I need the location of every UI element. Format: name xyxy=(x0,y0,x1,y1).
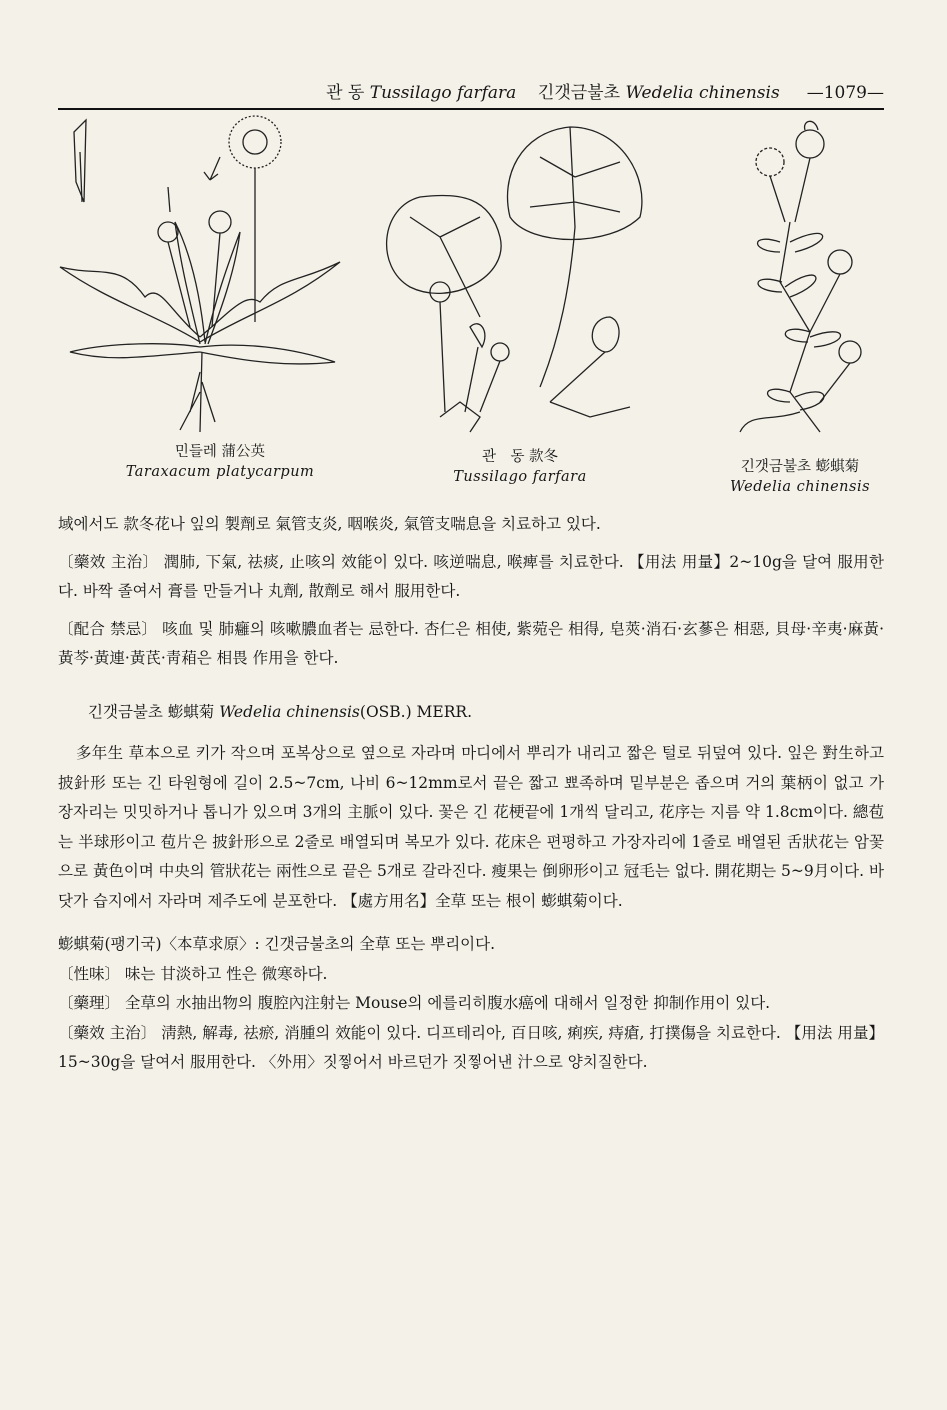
paragraph: 〔藥效 主治〕 潤肺, 下氣, 祛痰, 止咳의 效能이 있다. 咳逆喘息, 喉痺를 치료한다. 【用法 用量】2~10g을 달여 服用한다. 바짝 졸여서 膏를 만들거나 丸劑, 散劑로 해서 服用한다. xyxy=(58,552,884,600)
section-heading xyxy=(58,698,884,728)
header-korean-name-2: 긴갯금불초 xyxy=(537,83,621,103)
caption-wedelia xyxy=(710,457,890,497)
caption-dandelion xyxy=(90,442,350,482)
header-latin-name-2: Wedelia chinensis xyxy=(625,83,780,103)
paragraph: 〔配合 禁忌〕 咳血 및 肺癰의 咳嗽膿血者는 忌한다. 杏仁은 相使, 紫菀은 相得, 皂莢·消石·玄蔘은 相惡, 貝母·辛夷·麻黃·黃芩·黃連·黃芪·靑葙은 相畏 作用을 한다. xyxy=(58,619,884,667)
heading-korean: 긴갯금불초 蟛蜞菊 xyxy=(88,702,215,721)
entry-paragraph: 〔藥效 主治〕 淸熱, 解毒, 祛瘀, 消腫의 效能이 있다. 디프테리아, 百日咳, 痢疾, 痔瘡, 打撲傷을 치료한다. 【用法 用量】15~30g을 달여서 服用한다. 〈外用〉짓찧어서 바르던가 짓찧어낸 汁으로 양치질한다. xyxy=(58,1023,884,1071)
header-latin-name: Tussilago farfara xyxy=(369,83,517,103)
caption-latin: Tussilago farfara xyxy=(453,469,587,485)
caption-korean: 관 동 款冬 xyxy=(481,449,559,465)
paragraph: 域에서도 款冬花나 잎의 製劑로 氣管支炎, 咽喉炎, 氣管支喘息을 치료하고 있다. xyxy=(58,515,601,533)
heading-latin: Wedelia chinensis xyxy=(219,702,360,721)
running-header xyxy=(58,78,884,110)
tussilago-illustration xyxy=(370,117,660,437)
page-number: —1079— xyxy=(806,83,884,103)
caption-korean: 긴갯금불초 蟛蜞菊 xyxy=(740,459,860,475)
caption-korean: 민들레 蒲公英 xyxy=(174,444,266,460)
caption-latin: Taraxacum platycarpum xyxy=(125,464,315,480)
entry-paragraph: 〔性味〕 味는 甘淡하고 性은 微寒하다. xyxy=(58,964,328,983)
dandelion-illustration xyxy=(50,112,350,442)
botanical-illustrations xyxy=(50,112,900,507)
header-korean-name: 관 동 xyxy=(326,83,365,103)
body-text xyxy=(58,510,884,1078)
caption-tussilago xyxy=(420,447,620,487)
heading-author: (OSB.) MERR. xyxy=(359,702,473,721)
wedelia-illustration xyxy=(710,112,900,442)
entry-title: 蟛蜞菊(팽기국)〈本草求原〉: 긴갯금불초의 全草 또는 뿌리이다. xyxy=(58,935,496,953)
description-paragraph: 多年生 草本으로 키가 작으며 포복상으로 옆으로 자라며 마디에서 뿌리가 내리고 짧은 털로 뒤덮여 있다. 잎은 對生하고 披針形 또는 긴 타원형에 길이 2.5~7cm, 나비 6~12mm로서 끝은 짧고 뾰족하며 밑부분은 좁으며 거의 葉柄이 없고 가장자리는 밋밋하거나 톱니가 있으며 3개의 主脈이 있다. 꽃은 긴 花梗끝에 1개씩 달리고, 花序는 지름 약 1.8cm이다. 總苞는 半球形이고 苞片은 披針形으로 2줄로 배열되며 복모가 있다. 花床은 편평하고 가장자리에 1줄로 배열된 舌狀花는 암꽃으로 黃色이며 中央의 管狀花는 兩性으로 끝은 5개로 갈라진다. 瘦果는 倒卵形이고 冠毛는 없다. 開花期는 5~9月이다. 바닷가 습지에서 자라며 제주도에 분포한다. 【處方用名】全草 또는 根이 蟛蜞菊이다. xyxy=(58,744,884,910)
entry-paragraph: 〔藥理〕 全草의 水抽出物의 腹腔內注射는 Mouse의 에를리히腹水癌에 대해서 일정한 抑制作用이 있다. xyxy=(58,994,771,1012)
caption-latin: Wedelia chinensis xyxy=(729,479,871,495)
